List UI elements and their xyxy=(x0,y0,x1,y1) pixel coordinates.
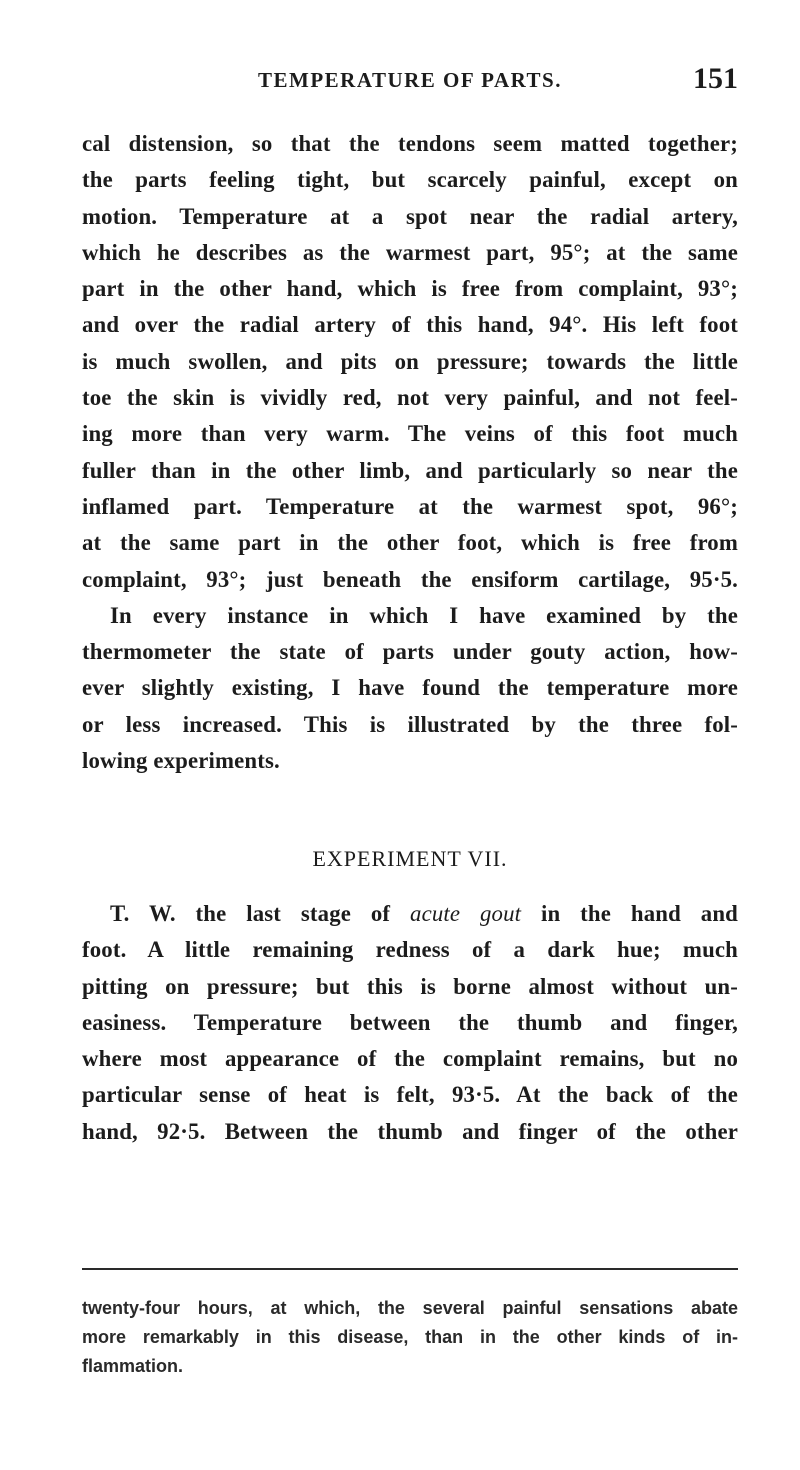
text-line: hand, 92·5. Between the thumb and finger of the other xyxy=(82,1118,738,1144)
text-line: ever slightly existing, I have found the temperature more xyxy=(82,675,738,701)
text-line: ing more than very warm. The veins of this foot much xyxy=(82,421,738,447)
footnote-line: more remarkably in this disease, than in the other kinds of in- xyxy=(82,1327,738,1347)
text-line xyxy=(82,896,738,932)
text-line: fuller than in the other limb, and particularly so near the xyxy=(82,457,738,483)
footnote-line: twenty-four hours, at which, the several painful sensations abate xyxy=(82,1298,738,1318)
page-header xyxy=(82,62,738,102)
footnote-divider xyxy=(82,1268,738,1270)
text-run: in the hand and xyxy=(521,901,738,926)
italic-term: acute gout xyxy=(410,901,522,926)
text-line: motion. Temperature at a spot near the radial artery, xyxy=(82,203,738,229)
text-line: thermometer the state of parts under gouty action, how- xyxy=(82,639,738,665)
text-line: the parts feeling tight, but scarcely painful, except on xyxy=(82,167,738,193)
page-number: 151 xyxy=(693,62,738,95)
experiment-paragraph xyxy=(82,896,738,1150)
body-paragraphs xyxy=(82,126,738,779)
text-line: part in the other hand, which is free from complaint, 93°; xyxy=(82,276,738,302)
text-line: cal distension, so that the tendons seem matted together; xyxy=(82,131,738,156)
text-line: foot. A little remaining redness of a dark hue; much xyxy=(82,937,738,963)
experiment-heading: EXPERIMENT VII. xyxy=(312,846,508,871)
footnote xyxy=(82,1294,738,1381)
text-line: lowing experiments. xyxy=(82,748,280,774)
text-line: at the same part in the other foot, which is free from xyxy=(82,530,738,556)
footnote-line: flammation. xyxy=(82,1356,184,1376)
text-line: inflamed part. Temperature at the warmest spot, 96°; xyxy=(82,493,738,519)
text-line: or less increased. This is illustrated by the three fol- xyxy=(82,711,738,737)
running-title: TEMPERATURE OF PARTS. xyxy=(258,68,562,92)
text-line: which he describes as the warmest part, 95°; at the same xyxy=(82,239,738,265)
text-line: In every instance in which I have examined by the xyxy=(110,602,738,628)
text-line: particular sense of heat is felt, 93·5. At the back of the xyxy=(82,1082,738,1108)
text-line: toe the skin is vividly red, not very painful, and not feel- xyxy=(82,385,738,411)
text-line: complaint, 93°; just beneath the ensiform cartilage, 95·5. xyxy=(82,566,738,592)
text-line: easiness. Temperature between the thumb and finger, xyxy=(82,1009,738,1035)
text-line: where most appearance of the complaint remains, but no xyxy=(82,1046,738,1072)
text-line: pitting on pressure; but this is borne almost without un- xyxy=(82,973,738,999)
text-line: is much swollen, and pits on pressure; towards the little xyxy=(82,348,738,374)
text-run: T. W. the last stage of xyxy=(110,901,411,926)
text-line: and over the radial artery of this hand, 94°. His left foot xyxy=(82,312,738,338)
